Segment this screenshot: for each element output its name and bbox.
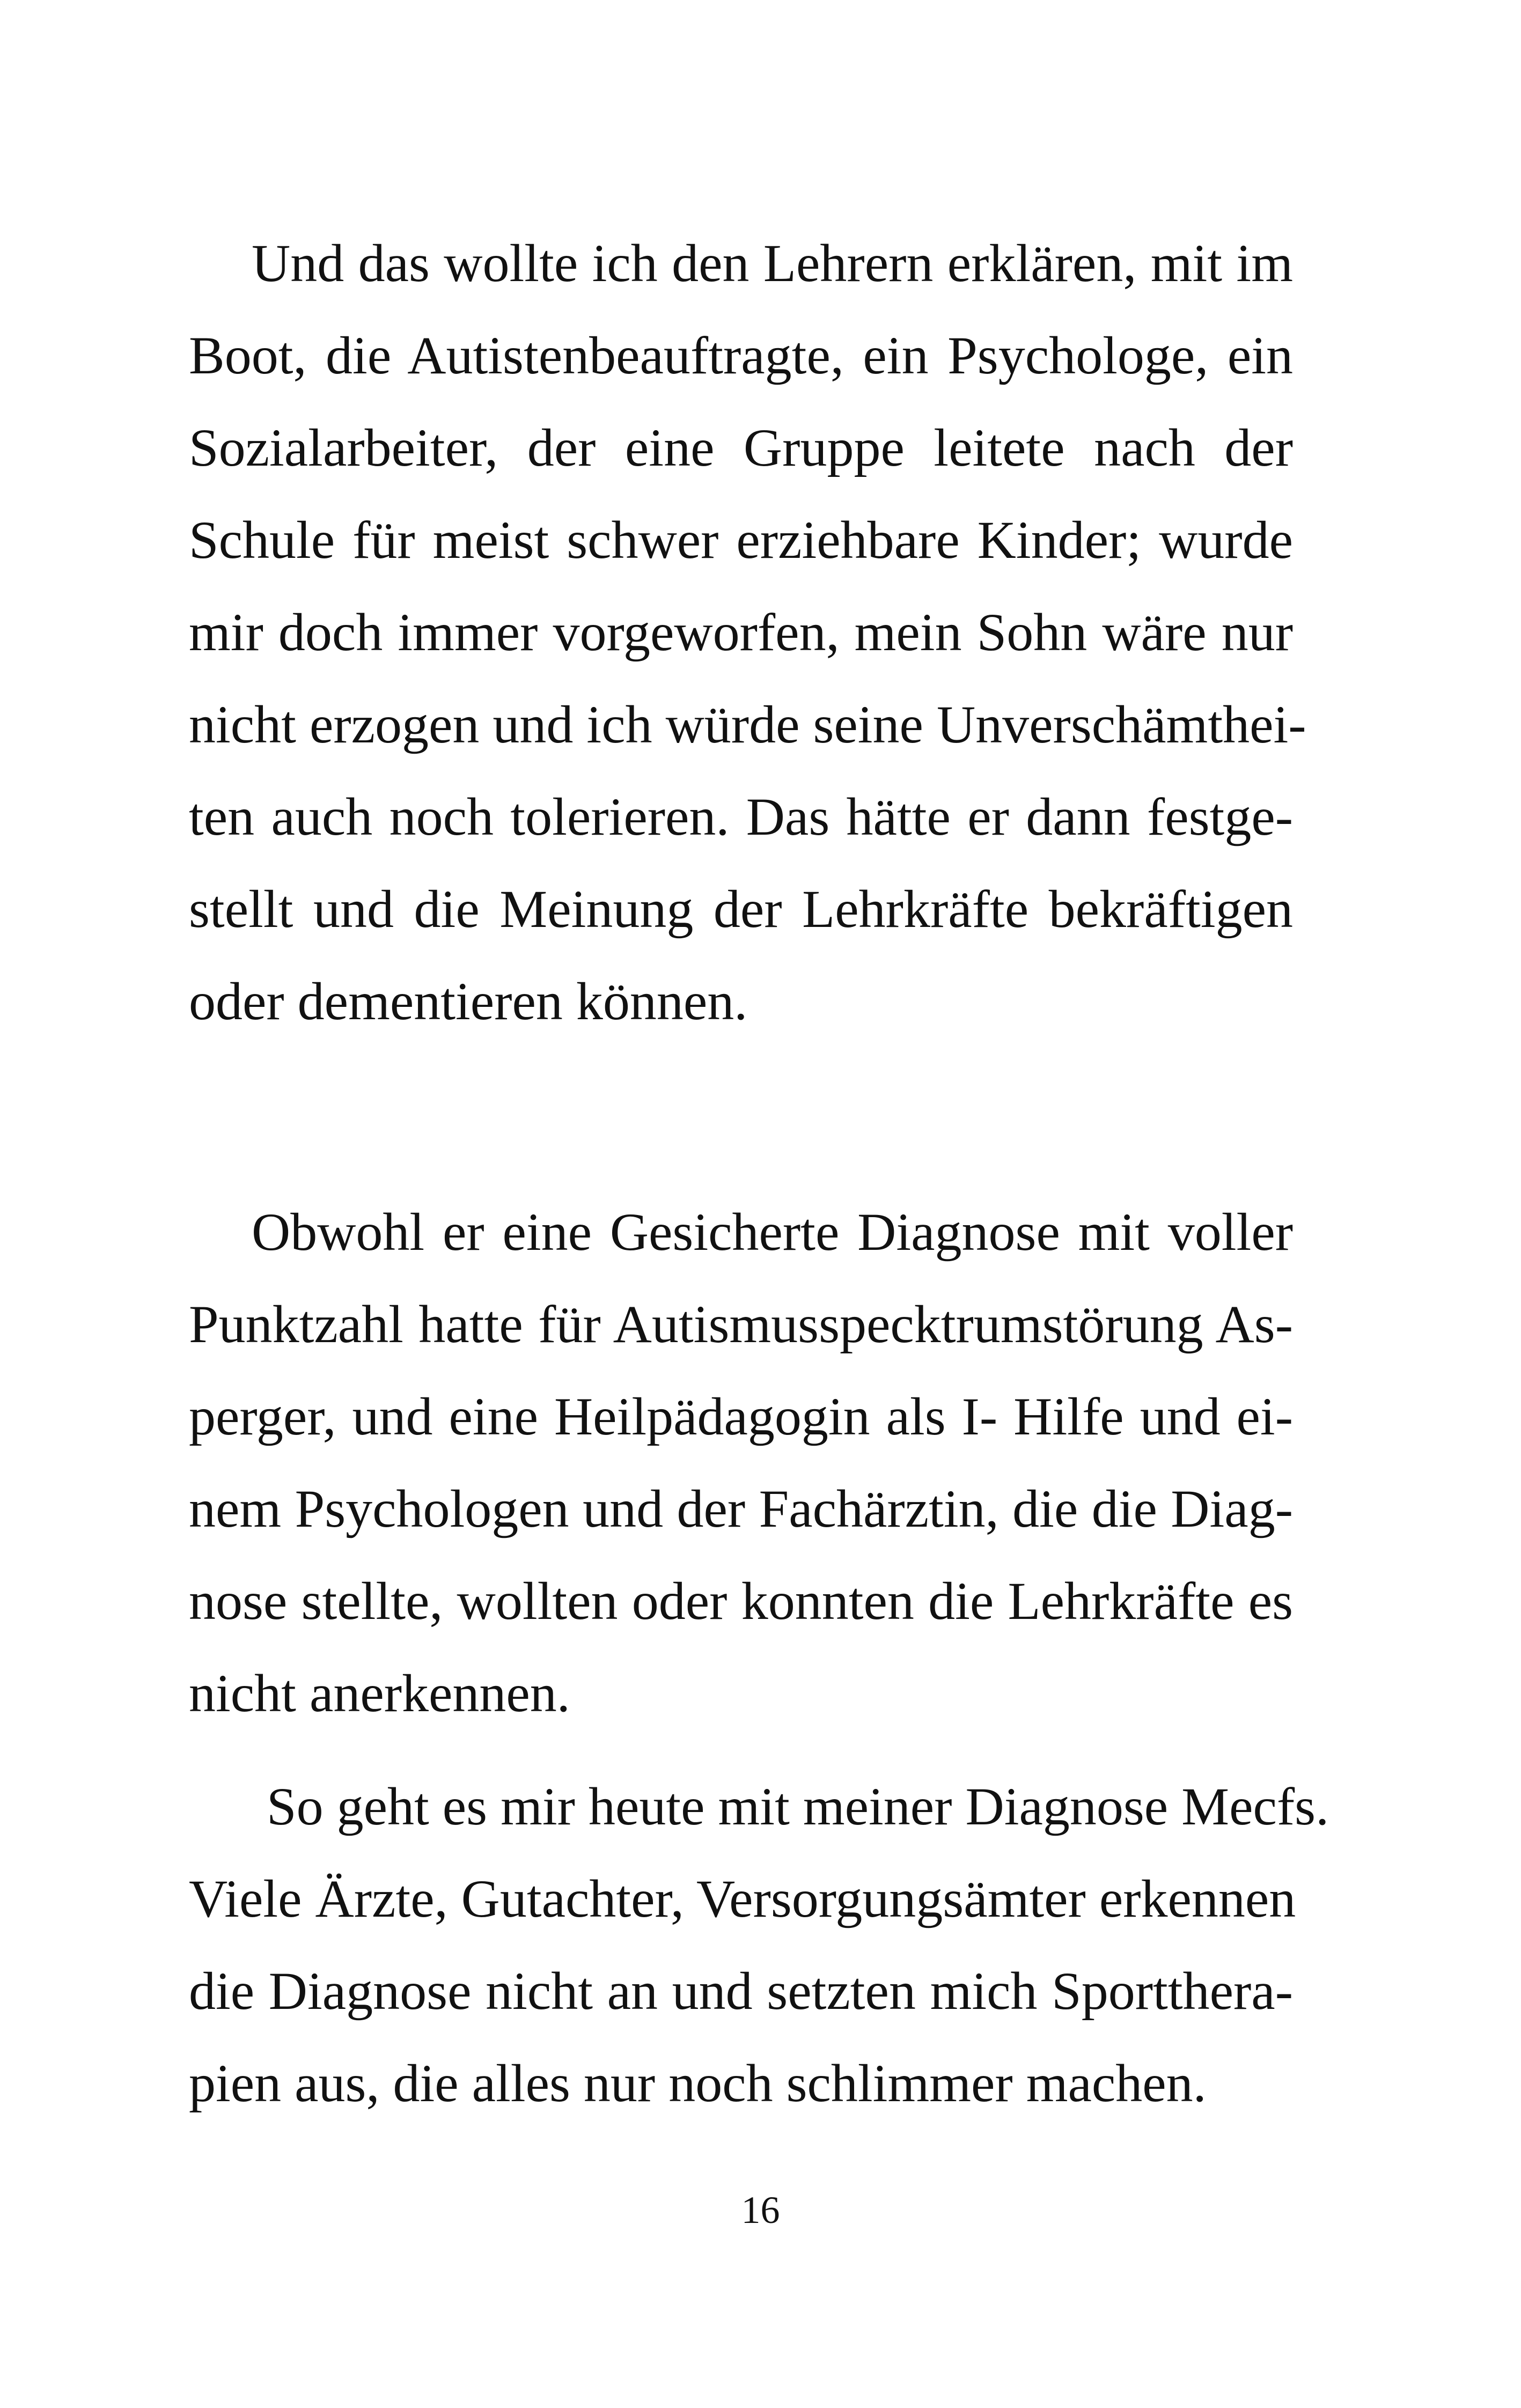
paragraph-line: ten auch noch tolerieren. Das hätte er dann festge- xyxy=(189,787,1293,846)
paragraph-line: die Diagnose nicht an und setzten mich Sportthera- xyxy=(189,1961,1293,2021)
paragraph-line: mir doch immer vorgeworfen, mein Sohn wäre nur xyxy=(189,602,1293,662)
paragraph-line: perger, und eine Heilpädagogin als I- Hilfe und ei- xyxy=(189,1387,1293,1446)
paragraph-line: nicht erzogen und ich würde seine Unverschämthei- xyxy=(189,695,1306,754)
paragraph-line: So geht es mir heute mit meiner Diagnose Mecfs. xyxy=(267,1777,1329,1836)
paragraph-line: Obwohl er eine Gesicherte Diagnose mit voller xyxy=(252,1202,1293,1262)
paragraph-line: nicht anerkennen. xyxy=(189,1663,570,1723)
paragraph-line: oder dementieren können. xyxy=(189,971,748,1031)
paragraph-line: nem Psychologen und der Fachärztin, die die Diag- xyxy=(189,1479,1293,1538)
paragraph-line: pien aus, die alles nur noch schlimmer machen. xyxy=(189,2053,1207,2113)
paragraph-line: nose stellte, wollten oder konnten die Lehrkräfte es xyxy=(189,1571,1293,1631)
paragraph-line: Boot, die Autistenbeauftragte, ein Psychologe, ein xyxy=(189,326,1293,385)
paragraph-line: Schule für meist schwer erziehbare Kinder; wurde xyxy=(189,510,1293,570)
paragraph-line: Sozialarbeiter, der eine Gruppe leitete nach der xyxy=(189,418,1293,477)
paragraph-line: Und das wollte ich den Lehrern erklären, mit im xyxy=(252,233,1293,293)
paragraph-line: stellt und die Meinung der Lehrkräfte bekräftigen xyxy=(189,879,1293,939)
page-number: 16 xyxy=(741,2189,780,2232)
paragraph-line: Punktzahl hatte für Autismusspecktrumstörung As- xyxy=(189,1294,1293,1354)
paragraph-line: Viele Ärzte, Gutachter, Versorgungsämter erkennen xyxy=(189,1869,1296,1928)
